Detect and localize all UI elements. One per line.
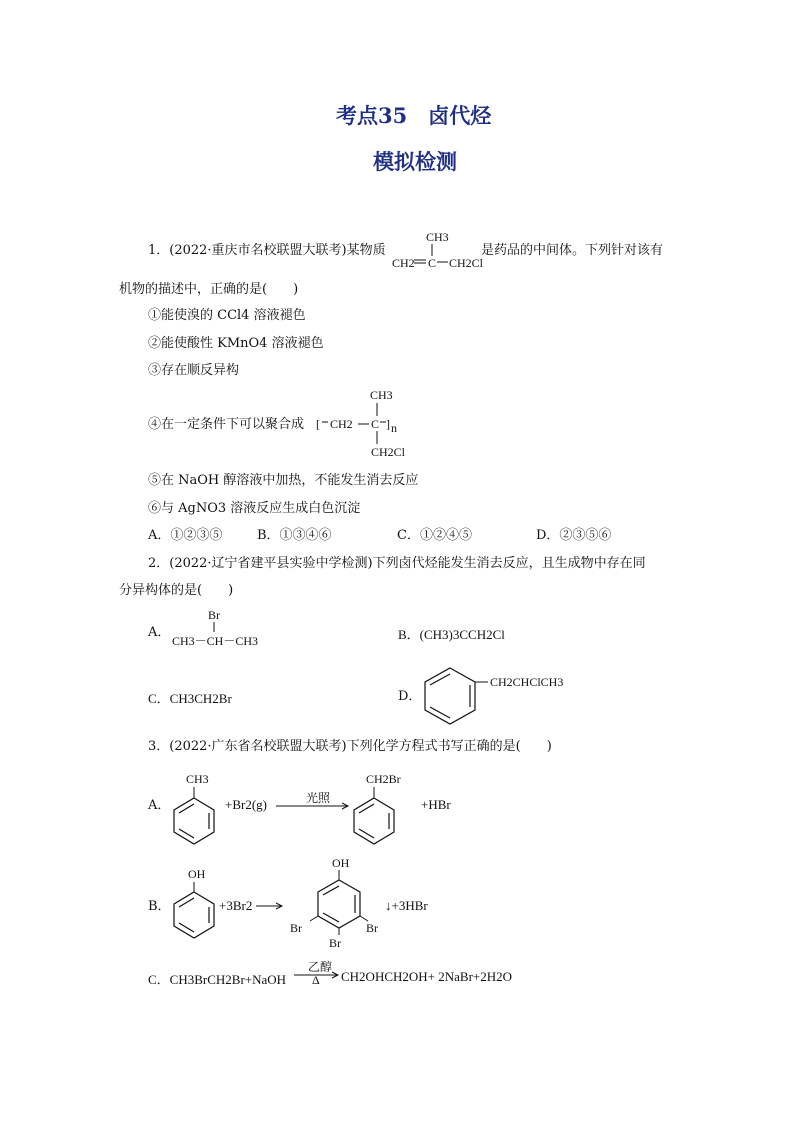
q2-option-c[interactable]: C．CH3CH2Br: [148, 691, 232, 706]
benzene-ring-icon: [318, 880, 360, 928]
q2-d-group: CH2CHClCH3: [490, 675, 564, 689]
svg-text:[: [: [316, 417, 320, 431]
q1-structure: [390, 228, 482, 274]
q1-stem-b: 是药品的中间体。下列针对该有: [481, 243, 664, 258]
q2-a-chain: CH3－CH－CH3: [172, 634, 259, 648]
q3-a-arrow: [276, 791, 350, 811]
q3-b-phenol: [168, 862, 224, 942]
q1-statement-2: ②能使酸性 KMnO4 溶液褪色: [148, 336, 324, 351]
q2-option-d-label[interactable]: D．: [398, 689, 422, 704]
q2-option-b[interactable]: B．(CH3)3CCH2Cl: [398, 627, 505, 642]
q3-option-a-label[interactable]: A．: [148, 798, 171, 813]
q1-statement-1: ①能使溴的 CCl4 溶液褪色: [148, 308, 306, 323]
q3-b-reagent: +3Br2: [219, 898, 253, 913]
q3-c-right: CH2OHCH2OH+ 2NaBr+2H2O: [341, 969, 513, 984]
q3-a-ch3: CH3: [186, 772, 209, 786]
q2-a-br: Br: [208, 608, 220, 622]
q1-struct-ch2: CH2: [392, 256, 415, 270]
benzene-ring-icon: [354, 798, 394, 844]
q3-b-oh: OH: [188, 867, 206, 881]
q1-struct-ch3: CH3: [426, 230, 449, 244]
q1-poly-ch3: CH3: [370, 388, 393, 402]
q2-option-d-structure: [420, 666, 590, 726]
q1-struct-c: C: [428, 256, 437, 270]
q2-stem-b: 分异构体的是( ): [119, 583, 234, 598]
q3-a-ch2br: CH2Br: [366, 772, 401, 786]
q3-a-cond: 光照: [306, 791, 331, 805]
benzene-ring-icon: [174, 798, 214, 844]
q1-option-d[interactable]: D．②③⑤⑥: [536, 528, 612, 543]
q1-option-b[interactable]: B．①③④⑥: [257, 528, 332, 543]
benzene-ring-icon: [174, 892, 214, 938]
q3-a-hbr: +HBr: [421, 797, 451, 812]
q3-a-reagent: +Br2(g): [225, 797, 267, 812]
q3-c-arrow: [294, 960, 340, 987]
q2-option-a-label[interactable]: A．: [148, 625, 171, 640]
q1-statement-5: ⑤在 NaOH 醇溶液中加热，不能发生消去反应: [148, 473, 419, 488]
q3-c-left[interactable]: C．CH3BrCH2Br+NaOH: [148, 972, 287, 987]
q3-a-toluene: [168, 768, 228, 848]
page-subtitle: 模拟检测: [373, 149, 457, 174]
q3-b-br-bottom: Br: [329, 936, 341, 950]
q2-stem-a: 2．(2022·辽宁省建平县实验中学检测)下列卤代烃能发生消去反应，且生成物中存在同: [148, 556, 646, 571]
q3-b-tribromophenol: [286, 852, 386, 952]
page-title: 考点35 卤代烃: [336, 103, 492, 128]
q1-statement-6: ⑥与 AgNO3 溶液反应生成白色沉淀: [148, 501, 361, 516]
q1-statement-3: ③存在顺反异构: [148, 363, 240, 378]
q3-a-benzyl-bromide: [350, 768, 422, 848]
q3-c-cond-bottom: Δ: [312, 973, 320, 987]
svg-text:n: n: [391, 421, 397, 435]
q3-b-br-left: Br: [290, 921, 302, 935]
q2-option-a-structure: [172, 608, 272, 650]
q3-c-cond-top: 乙醇: [308, 960, 333, 974]
q1-stem-c: 机物的描述中，正确的是( ): [119, 282, 299, 297]
q1-polymer-structure: [316, 388, 406, 460]
q1-struct-ch2cl: CH2Cl: [449, 256, 484, 270]
q1-poly-ch2: CH2: [330, 417, 353, 431]
q3-stem: 3．(2022·广东省名校联盟大联考)下列化学方程式书写正确的是( ): [148, 739, 552, 754]
svg-text:]: ]: [386, 417, 390, 431]
q3-option-b-label[interactable]: B．: [148, 899, 171, 914]
q1-option-a[interactable]: A．①②③⑤: [148, 528, 223, 543]
q3-b-oh2: OH: [332, 856, 350, 870]
q1-statement-4: ④在一定条件下可以聚合成: [148, 417, 305, 432]
q1-poly-ch2cl: CH2Cl: [371, 445, 406, 459]
q3-b-br-right: Br: [366, 921, 378, 935]
q1-option-c[interactable]: C．①②④⑤: [397, 528, 472, 543]
q1-stem-a: 1．(2022·重庆市名校联盟大联考)某物质: [148, 243, 386, 258]
q1-poly-c: C: [371, 417, 380, 431]
benzene-ring-icon: [425, 668, 475, 724]
q3-b-arrow: [256, 900, 284, 912]
q3-b-product: ↓+3HBr: [385, 898, 428, 913]
